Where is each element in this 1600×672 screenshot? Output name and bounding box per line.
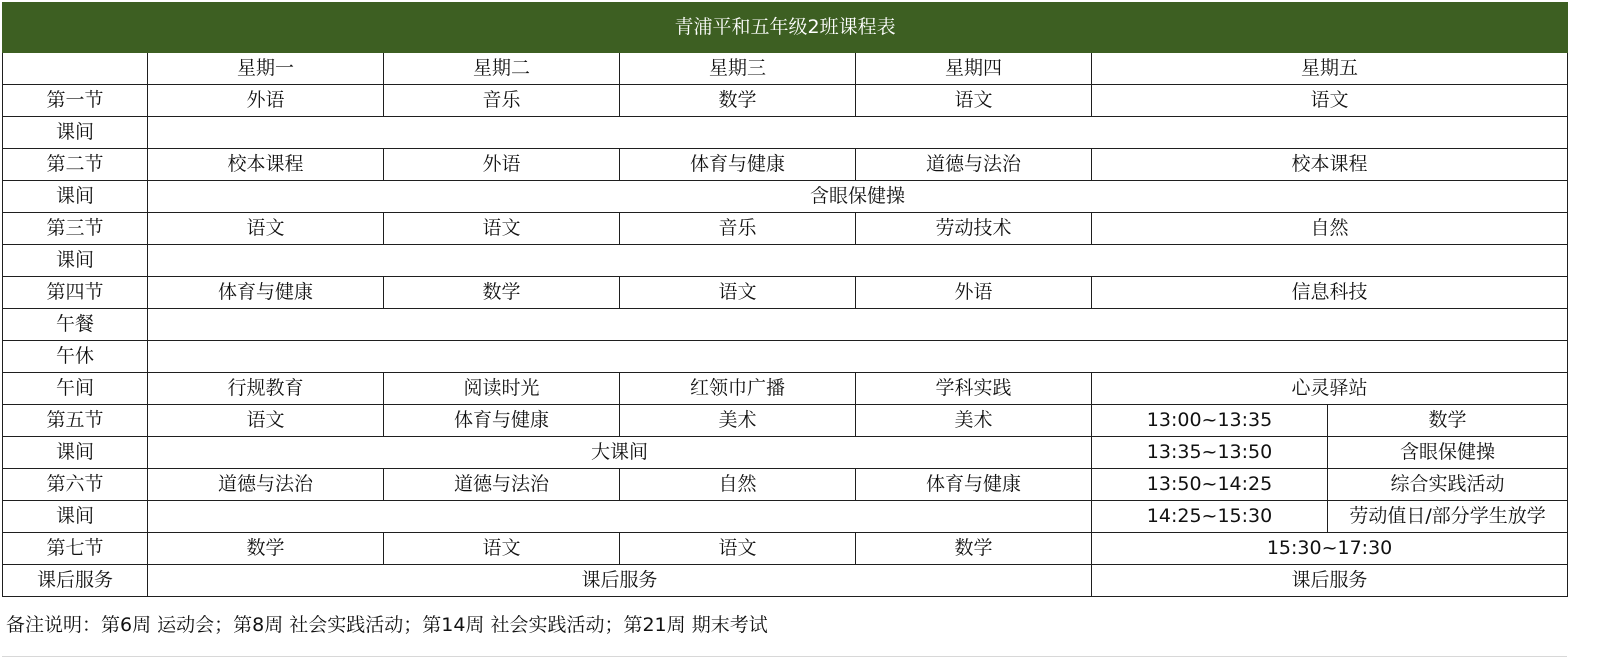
cell-subject: 道德与法治 <box>148 469 384 501</box>
row-label: 课间 <box>3 245 148 277</box>
cell-span: 含眼保健操 <box>148 181 1568 213</box>
cell-empty <box>148 117 1568 149</box>
cell-subject: 语文 <box>384 213 620 245</box>
cell-subject: 数学 <box>148 533 384 565</box>
cell-subject: 红领巾广播 <box>620 373 856 405</box>
table-row <box>3 117 1568 149</box>
cell-time: 13:50~14:25 <box>1092 469 1328 501</box>
cell-subject: 自然 <box>1092 213 1568 245</box>
cell-time: 13:35~13:50 <box>1092 437 1328 469</box>
table-row <box>3 245 1568 277</box>
table-row <box>3 277 1568 309</box>
cell-empty <box>148 501 1092 533</box>
remarks-note: 备注说明：第6周 运动会；第8周 社会实践活动；第14周 社会实践活动；第21周 期末考试 <box>6 614 768 636</box>
cell-subject: 数学 <box>856 533 1092 565</box>
cell-subject: 语文 <box>620 533 856 565</box>
table-row <box>3 341 1568 373</box>
cell-empty <box>148 341 1568 373</box>
table-row <box>3 565 1568 597</box>
table-row <box>3 469 1568 501</box>
cell-subject: 道德与法治 <box>384 469 620 501</box>
table-row <box>3 405 1568 437</box>
table-row <box>3 309 1568 341</box>
cell-subject: 数学 <box>384 277 620 309</box>
cell-time: 15:30~17:30 <box>1092 533 1568 565</box>
cell-subject: 外语 <box>856 277 1092 309</box>
cell-subject: 语文 <box>856 85 1092 117</box>
cell-span: 大课间 <box>148 437 1092 469</box>
cell-subject: 课后服务 <box>1092 565 1568 597</box>
table-row <box>3 501 1568 533</box>
cell-subject: 数学 <box>620 85 856 117</box>
table-row <box>3 533 1568 565</box>
day-header-wed: 星期三 <box>620 53 856 85</box>
cell-subject: 美术 <box>856 405 1092 437</box>
row-label: 第四节 <box>3 277 148 309</box>
row-label: 午餐 <box>3 309 148 341</box>
row-label: 第二节 <box>3 149 148 181</box>
cell-subject: 阅读时光 <box>384 373 620 405</box>
cell-subject: 体育与健康 <box>620 149 856 181</box>
day-header-tue: 星期二 <box>384 53 620 85</box>
cell-subject: 心灵驿站 <box>1092 373 1568 405</box>
table-row <box>3 149 1568 181</box>
row-label: 第三节 <box>3 213 148 245</box>
row-label: 午间 <box>3 373 148 405</box>
cell-subject: 行规教育 <box>148 373 384 405</box>
table-row <box>3 437 1568 469</box>
row-label: 课间 <box>3 181 148 213</box>
cell-span: 课后服务 <box>148 565 1092 597</box>
row-label: 第五节 <box>3 405 148 437</box>
cell-time: 13:00~13:35 <box>1092 405 1328 437</box>
cell-subject: 劳动技术 <box>856 213 1092 245</box>
cell-subject: 体育与健康 <box>856 469 1092 501</box>
cell-subject: 音乐 <box>384 85 620 117</box>
cell-subject: 外语 <box>148 85 384 117</box>
cell-subject: 体育与健康 <box>148 277 384 309</box>
header-row <box>3 53 1568 85</box>
cell-empty <box>148 309 1568 341</box>
cell-subject: 外语 <box>384 149 620 181</box>
cell-time: 14:25~15:30 <box>1092 501 1328 533</box>
cell-subject: 劳动值日/部分学生放学 <box>1328 501 1568 533</box>
cell-subject: 语文 <box>148 213 384 245</box>
cell-subject: 道德与法治 <box>856 149 1092 181</box>
cell-subject: 语文 <box>148 405 384 437</box>
row-label: 第六节 <box>3 469 148 501</box>
cell-subject: 数学 <box>1328 405 1568 437</box>
day-header-fri: 星期五 <box>1092 53 1568 85</box>
row-label: 课后服务 <box>3 565 148 597</box>
cell-subject: 语文 <box>384 533 620 565</box>
divider <box>2 656 1567 657</box>
cell-empty <box>148 245 1568 277</box>
day-header-mon: 星期一 <box>148 53 384 85</box>
row-label: 午休 <box>3 341 148 373</box>
cell-subject: 美术 <box>620 405 856 437</box>
cell-subject: 自然 <box>620 469 856 501</box>
cell-subject: 学科实践 <box>856 373 1092 405</box>
table-row <box>3 213 1568 245</box>
row-label: 第七节 <box>3 533 148 565</box>
table-row <box>3 181 1568 213</box>
cell-subject: 体育与健康 <box>384 405 620 437</box>
timetable <box>2 2 1568 597</box>
cell-subject: 语文 <box>620 277 856 309</box>
row-label: 课间 <box>3 437 148 469</box>
day-header-thu: 星期四 <box>856 53 1092 85</box>
row-label: 课间 <box>3 501 148 533</box>
corner-cell <box>3 53 148 85</box>
cell-subject: 校本课程 <box>1092 149 1568 181</box>
cell-subject: 综合实践活动 <box>1328 469 1568 501</box>
cell-subject: 音乐 <box>620 213 856 245</box>
table-row <box>3 85 1568 117</box>
row-label: 课间 <box>3 117 148 149</box>
cell-subject: 校本课程 <box>148 149 384 181</box>
cell-subject: 信息科技 <box>1092 277 1568 309</box>
row-label: 第一节 <box>3 85 148 117</box>
cell-subject: 含眼保健操 <box>1328 437 1568 469</box>
table-row <box>3 373 1568 405</box>
page-title: 青浦平和五年级2班课程表 <box>3 3 1568 53</box>
cell-subject: 语文 <box>1092 85 1568 117</box>
